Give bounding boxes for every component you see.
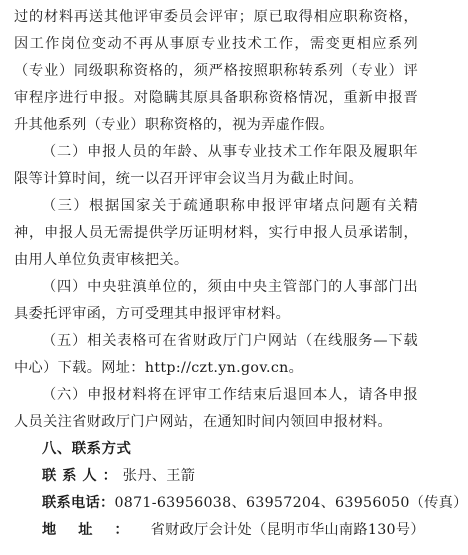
contact-address-label: 地址： [42,522,151,538]
paragraph-item-2: （二）申报人员的年龄、从事专业技术工作年限及履职年限等计算时间，统一以召开评审会议当月为截止时间。 [14,144,418,187]
contact-address-value: 省财政厅会计处（昆明市华山南路130号） [150,522,425,538]
contact-phone-line [14,490,468,517]
contact-phone-value: 0871-63956038、63957204、63956050（传真） [114,495,468,511]
paragraph-item-5: （五）相关表格可在省财政厅门户网站（在线服务—下载中心）下载。网址：http://czt.yn.gov.cn。 [14,333,418,376]
paragraph-continuation: 过的材料再送其他评审委员会评审；原已取得相应职称资格，因工作岗位变动不再从事原专业技术工作，需变更相应系列（专业）同级职称资格的，须严格按照职称转系列（专业）评审程序进行申报。对隐瞒其原具备职称资格情况，重新申报晋升其他系列（专业）职称资格的，视为弄虚作假。 [14,9,418,133]
contact-person-label: 联系人： [42,468,123,484]
section-heading-contact: 八、联系方式 [42,441,132,457]
contact-person-value: 张丹、王箭 [122,468,196,484]
contact-person-line [14,463,418,490]
contact-phone-label: 联系电话： [42,495,115,511]
paragraph-item-6: （六）申报材料将在评审工作结束后退回本人，请各申报人员关注省财政厅门户网站，在通知时间内领回申报材料。 [14,387,418,430]
paragraph-item-4: （四）中央驻滇单位的，须由中央主管部门的人事部门出具委托评审函，方可受理其申报评审材料。 [14,279,418,322]
paragraph-item-3: （三）根据国家关于疏通职称申报评审堵点问题有关精神，申报人员无需提供学历证明材料，实行申报人员承诺制，由用人单位负责审核把关。 [14,198,418,268]
contact-address-line [14,517,425,544]
